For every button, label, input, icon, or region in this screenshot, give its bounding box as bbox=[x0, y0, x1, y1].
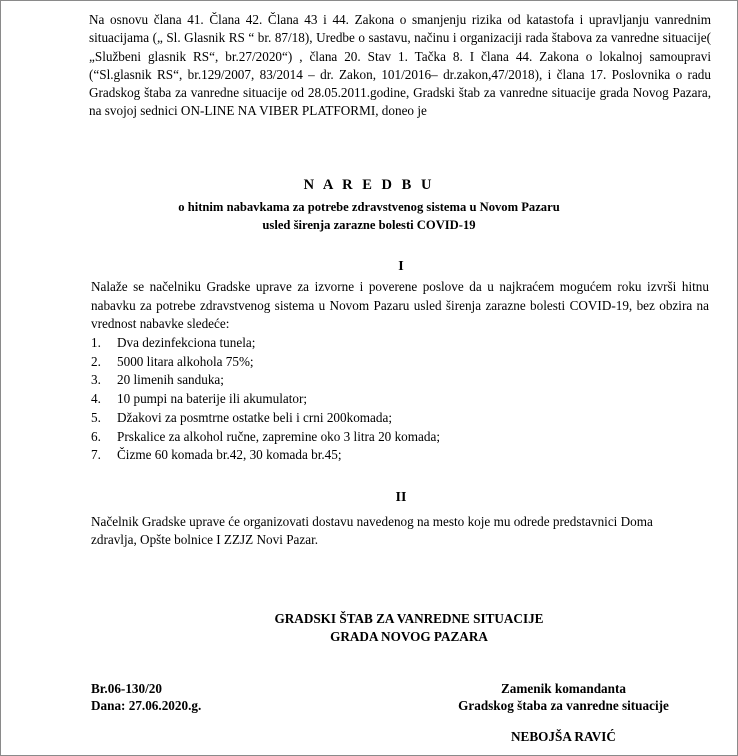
section-1-numeral: I bbox=[398, 259, 404, 274]
list-item-text: Prskalice za alkohol ručne, zapremine oko 3 litra 20 komada; bbox=[117, 428, 440, 444]
list-item bbox=[91, 390, 691, 409]
document-title: N A R E D B U bbox=[303, 177, 435, 193]
list-item-number: 2. bbox=[91, 353, 101, 369]
list-item-number: 4. bbox=[91, 391, 101, 407]
signatory-role-line2: Gradskog štaba za vanredne situacije bbox=[458, 698, 669, 713]
document-number: Br.06-130/20 bbox=[91, 681, 162, 696]
list-item-number: 3. bbox=[91, 372, 101, 388]
list-item-number: 6. bbox=[91, 428, 101, 444]
list-item-text: Džakovi za posmtrne ostatke beli i crni 200komada; bbox=[117, 409, 393, 425]
organization-name-line2: GRADA NOVOG PAZARA bbox=[330, 629, 488, 644]
section-1-paragraph: Nalaže se načelniku Gradske uprave za izvorne i poverene poslove da u najkraćem mogućem roku izvrši hitnu nabavku za potrebe zdravstvenog sistema u Novom Pazaru usled širenja zarazne bolesti COVID-19, bez obzira na vrednost nabavke sledeće: bbox=[91, 279, 709, 332]
list-item-text: Dva dezinfekciona tunela; bbox=[117, 335, 256, 350]
organization-name-line1: GRADSKI ŠTAB ZA VANREDNE SITUACIJE bbox=[274, 611, 544, 626]
procurement-list bbox=[91, 334, 691, 465]
document-date: Dana: 27.06.2020.g. bbox=[91, 698, 202, 713]
list-item bbox=[91, 446, 691, 465]
list-item bbox=[91, 428, 691, 447]
document-subtitle-line1: o hitnim nabavkama za potrebe zdravstvenog sistema u Novom Pazaru bbox=[178, 200, 560, 214]
list-item bbox=[91, 409, 691, 428]
list-item-number: 1. bbox=[91, 335, 101, 350]
signatory-name: NEBOJŠA RAVIĆ bbox=[511, 729, 616, 744]
list-item-number: 5. bbox=[91, 409, 101, 425]
section-2-paragraph: Načelnik Gradske uprave će organizovati dostavu navedenog na mesto koje mu odrede predstavnici Doma zdravlja, Opšte bolnice I ZZJZ Novi Pazar. bbox=[91, 514, 653, 548]
section-2-numeral: II bbox=[395, 490, 407, 505]
list-item bbox=[91, 371, 691, 390]
signatory-role: Zamenik komandanta bbox=[501, 681, 626, 696]
document-subtitle-line2: usled širenja zarazne bolesti COVID-19 bbox=[262, 218, 476, 232]
list-item bbox=[91, 353, 691, 372]
list-item-text: 10 pumpi na baterije ili akumulator; bbox=[117, 391, 308, 407]
list-item-text: 5000 litara alkohola 75%; bbox=[117, 353, 254, 369]
intro-paragraph: Na osnovu člana 41. Člana 42. Člana 43 i 44. Zakona o smanjenju rizika od katastofa i upravljanju vanrednim situacijama („ Sl. Glasnik RS “ br. 87/18), Uredbe o sastavu, načinu i organizaciji rada štabova za vanredne situacije( „Službeni glasnik RS“, br.27/2020“) , člana 20. Stav 1. Tačka 8. I člana 44. Zakona o lokalnoj samoupravi (“Sl.glasnik RS“, br.129/2007, 83/2014 – dr. Zakon, 101/2016– dr.zakon,47/2018), i člana 17. Poslovnika o radu Gradskog štaba za vanredne situacije od 28.05.2011.godine, Gradski štab za vanredne situacije grada Novog Pazara, na svojoj sednici ON-LINE NA VIBER PLATFORMI, doneo je bbox=[89, 12, 711, 119]
list-item bbox=[91, 334, 691, 353]
list-item-text: Čizme 60 komada br.42, 30 komada br.45; bbox=[117, 447, 342, 463]
list-item-text: 20 limenih sanduka; bbox=[117, 372, 224, 388]
list-item-number: 7. bbox=[91, 447, 101, 463]
